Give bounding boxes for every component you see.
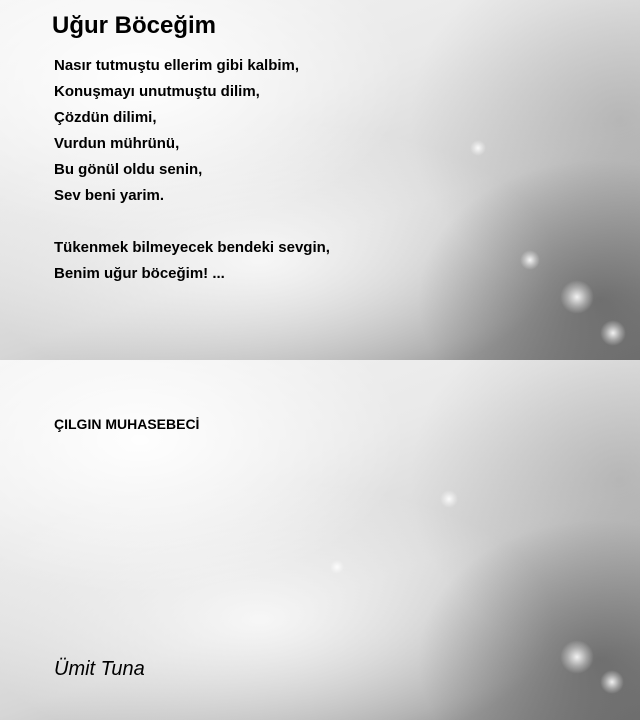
- poem-line: Konuşmayı unutmuştu dilim,: [54, 83, 260, 100]
- bokeh-light: [520, 250, 540, 270]
- poem-line: Sev beni yarim.: [54, 187, 165, 204]
- bokeh-light: [330, 560, 344, 574]
- poem-line: Nasır tutmuştu ellerim gibi kalbim,: [54, 57, 300, 74]
- bokeh-light: [470, 140, 486, 156]
- poem-card-bottom: [0, 360, 640, 720]
- bokeh-light: [600, 670, 624, 694]
- bokeh-light: [560, 280, 594, 314]
- bokeh-light: [560, 640, 594, 674]
- poem-title: Uğur Böceğim: [52, 12, 217, 39]
- poem-line: Vurdun mührünü,: [54, 135, 180, 152]
- poem-line: Tükenmek bilmeyecek bendeki sevgin,: [54, 239, 330, 256]
- poem-body: [54, 53, 330, 287]
- poem-line: Benim uğur böceğim! ...: [54, 265, 225, 282]
- bokeh-light: [440, 490, 458, 508]
- poem-line: Çözdün dilimi,: [54, 109, 157, 126]
- poem-line: Bu gönül oldu senin,: [54, 161, 203, 178]
- pen-name: ÇILGIN MUHASEBECİ: [54, 416, 200, 432]
- author-name: Ümit Tuna: [54, 658, 145, 680]
- stanza-break: [54, 209, 330, 235]
- bokeh-light: [600, 320, 626, 346]
